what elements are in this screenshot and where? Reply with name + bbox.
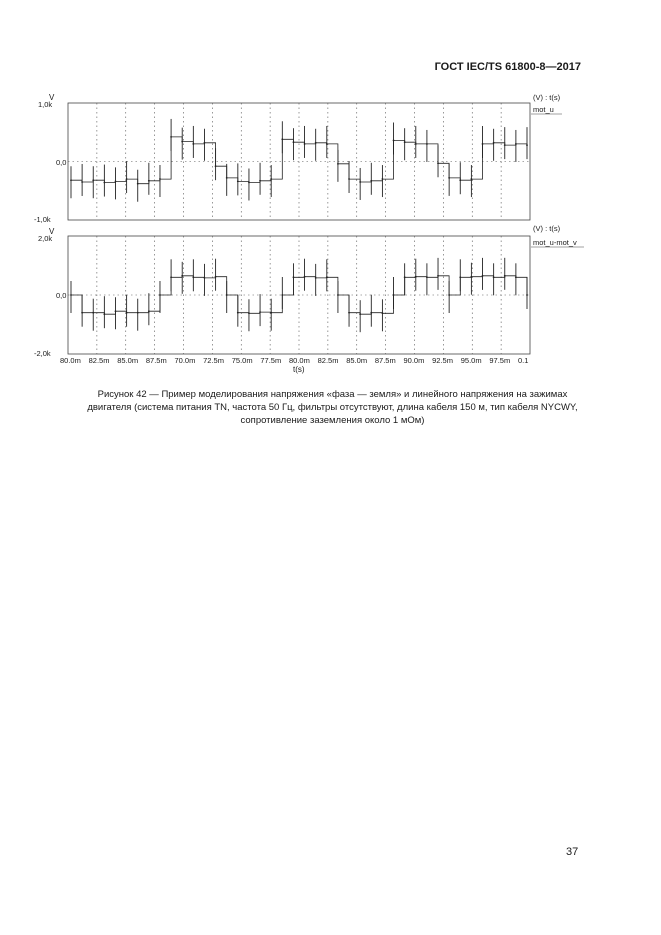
x-tick-label: 72.5m (203, 356, 224, 365)
x-tick-labels (60, 356, 528, 365)
caption-line-2: двигателя (система питания TN, частота 50 Гц, фильтры отсутствуют, длина кабеля 150 м, тип кабеля NYCWY, (87, 402, 578, 413)
figure-caption (60, 388, 605, 427)
top-ytick-min: -1,0k (34, 215, 51, 224)
bottom-legend-title: (V) : t(s) (533, 224, 561, 233)
x-tick-label: 85.0m (346, 356, 368, 365)
top-legend-title: (V) : t(s) (533, 93, 561, 102)
top-panel (34, 93, 562, 224)
x-tick-label: 90.0m (403, 356, 425, 365)
bottom-ytick-max: 2,0k (38, 234, 53, 243)
x-tick-label: 87.5m (374, 356, 396, 365)
top-ytick-max: 1,0k (38, 100, 53, 109)
caption-line-3: сопротивление заземления около 1 мОм) (240, 415, 425, 426)
bottom-legend-series: mot_u-mot_v (533, 238, 577, 247)
caption-line-1: Рисунок 42 — Пример моделирования напряжения «фаза — земля» и линейного напряжения на зажимах (97, 389, 568, 400)
x-tick-label: 97.5m (489, 356, 511, 365)
document-header: ГОСТ IEC/TS 61800-8—2017 (434, 61, 581, 73)
top-legend-series: mot_u (533, 105, 554, 114)
bottom-grid (68, 236, 530, 354)
x-tick-label: 85.0m (117, 356, 139, 365)
x-tick-label: 80.0m (60, 356, 81, 365)
x-tick-label: 0.1 (518, 356, 529, 365)
x-tick-label: 87.5m (145, 356, 167, 365)
bottom-ytick-min: -2,0k (34, 349, 51, 358)
x-tick-label: 70.0m (174, 356, 196, 365)
x-tick-label: 80.0m (289, 356, 310, 365)
x-tick-label: 82.5m (88, 356, 110, 365)
bottom-panel (34, 224, 584, 374)
x-tick-label: 75.0m (231, 356, 253, 365)
top-grid (68, 103, 530, 220)
top-ytick-zero: 0,0 (56, 158, 67, 167)
x-axis-label: t(s) (293, 365, 305, 374)
bottom-ylabel: V (49, 227, 55, 236)
x-tick-label: 95.0m (460, 356, 482, 365)
top-ylabel: V (49, 93, 55, 102)
x-tick-label: 77.5m (260, 356, 282, 365)
x-tick-label: 92.5m (432, 356, 453, 365)
page-number: 37 (566, 846, 579, 858)
x-tick-label: 82.5m (317, 356, 339, 365)
bottom-ytick-zero: 0,0 (56, 291, 67, 300)
